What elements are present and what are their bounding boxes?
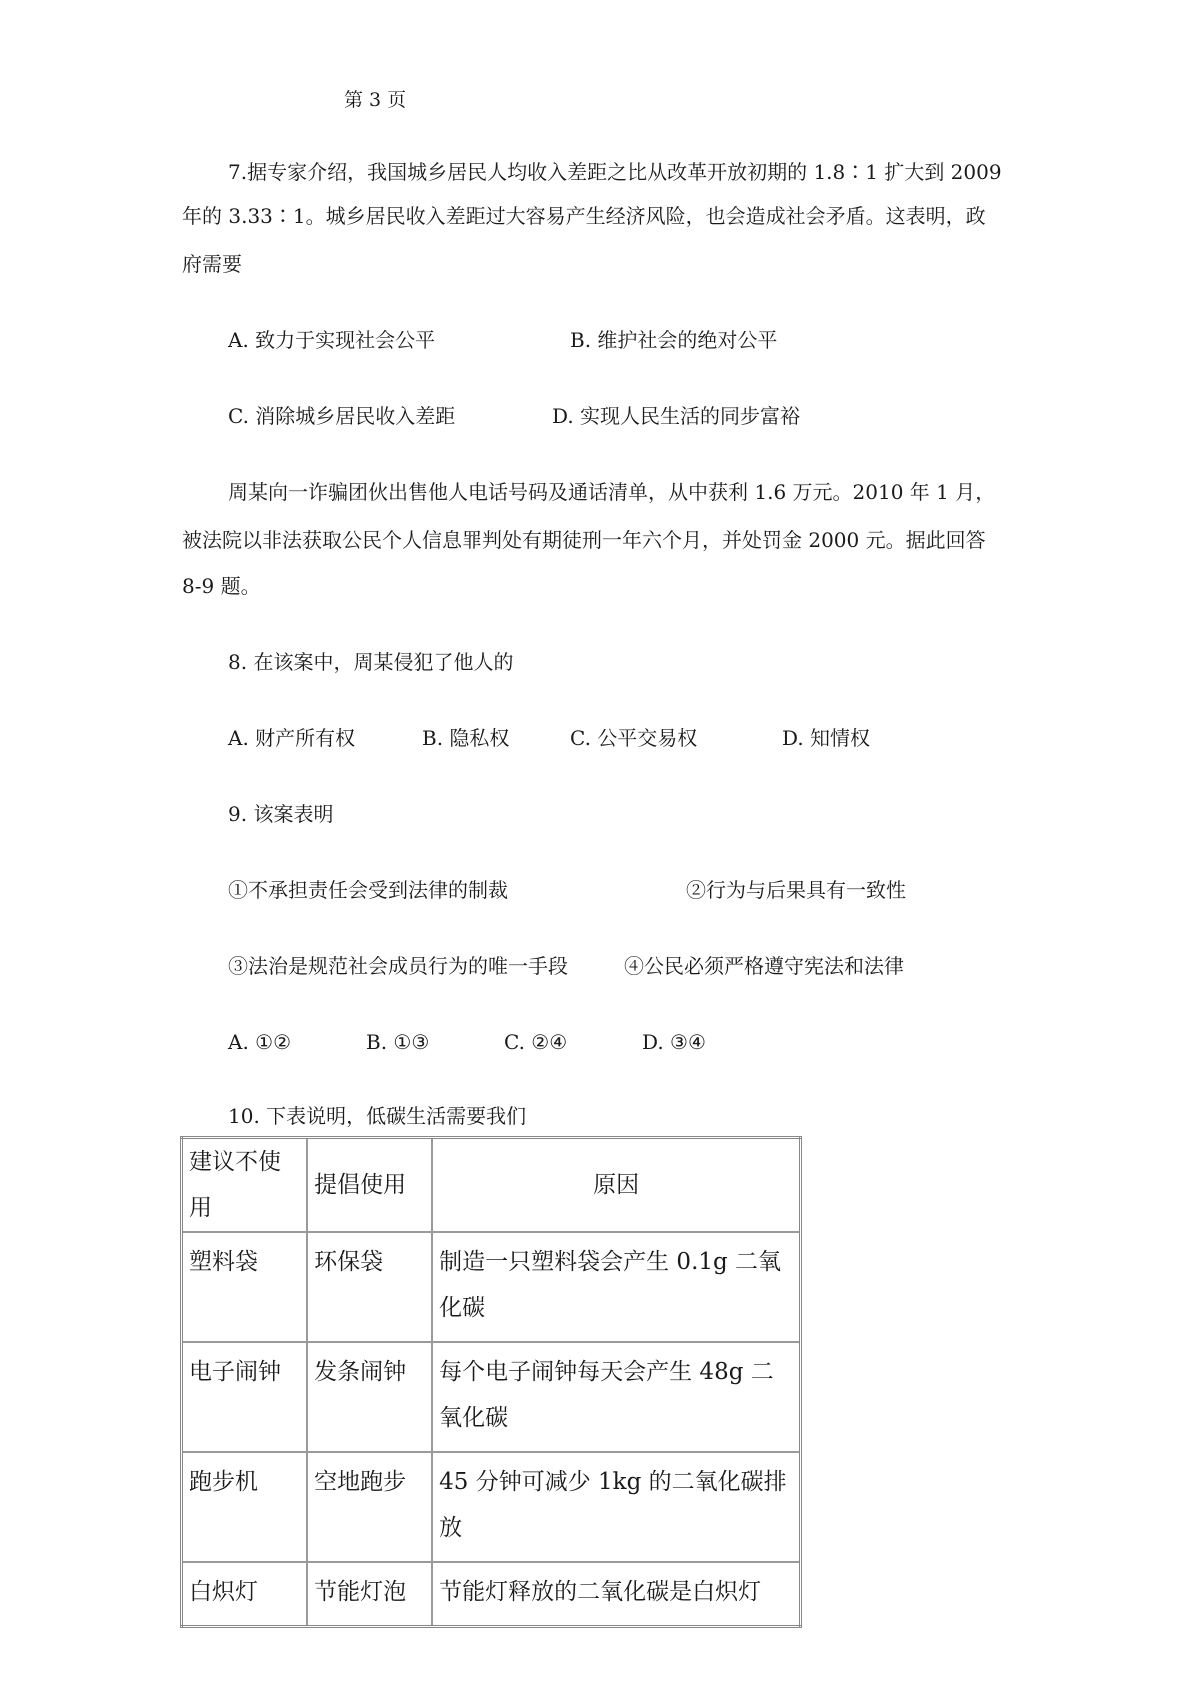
table-header-cell: 提倡使用 bbox=[307, 1138, 432, 1233]
table-header-cell: 原因 bbox=[432, 1138, 800, 1233]
table-row bbox=[182, 1232, 801, 1342]
q7-option-c: C. 消除城乡居民收入差距 bbox=[228, 404, 456, 428]
q8-stem: 8. 在该案中，周某侵犯了他人的 bbox=[228, 650, 514, 674]
table-cell: 白炽灯 bbox=[182, 1562, 308, 1627]
q9-option-c: C. ②④ bbox=[504, 1030, 568, 1054]
q9-item-4: ④公民必须严格遵守宪法和法律 bbox=[624, 954, 904, 978]
q9-option-a: A. ①② bbox=[228, 1030, 292, 1054]
q7-option-b: B. 维护社会的绝对公平 bbox=[570, 328, 778, 352]
passage-line1: 周某向一诈骗团伙出售他人电话号码及通话清单，从中获利 1.6 万元。2010 年 1 月， bbox=[228, 480, 996, 504]
table-row bbox=[182, 1562, 801, 1627]
table-cell: 空地跑步 bbox=[307, 1452, 432, 1562]
q10-stem: 10. 下表说明，低碳生活需要我们 bbox=[228, 1104, 527, 1128]
table-cell: 发条闹钟 bbox=[307, 1342, 432, 1452]
q7-stem-line2: 年的 3.33∶1。城乡居民收入差距过大容易产生经济风险，也会造成社会矛盾。这表明，政 bbox=[182, 204, 986, 228]
table-cell: 节能灯释放的二氧化碳是白炽灯 bbox=[432, 1562, 800, 1627]
table-cell: 每个电子闹钟每天会产生 48g 二氧化碳 bbox=[432, 1342, 800, 1452]
table-cell: 电子闹钟 bbox=[182, 1342, 308, 1452]
q8-option-c: C. 公平交易权 bbox=[570, 726, 698, 750]
table-header-cell: 建议不使用 bbox=[182, 1138, 308, 1233]
q7-stem-line1: 7.据专家介绍，我国城乡居民人均收入差距之比从改革开放初期的 1.8∶1 扩大到 2009 bbox=[228, 160, 1002, 184]
q7-option-d: D. 实现人民生活的同步富裕 bbox=[552, 404, 801, 428]
passage-line3: 8-9 题。 bbox=[182, 574, 261, 598]
table-cell: 环保袋 bbox=[307, 1232, 432, 1342]
q9-item-1: ①不承担责任会受到法律的制裁 bbox=[228, 878, 508, 902]
passage-line2: 被法院以非法获取公民个人信息罪判处有期徒刑一年六个月，并处罚金 2000 元。据此回答 bbox=[182, 528, 986, 552]
table-row bbox=[182, 1342, 801, 1452]
table-cell: 塑料袋 bbox=[182, 1232, 308, 1342]
q8-option-d: D. 知情权 bbox=[782, 726, 871, 750]
q9-option-d: D. ③④ bbox=[642, 1030, 706, 1054]
q7-option-a: A. 致力于实现社会公平 bbox=[228, 328, 436, 352]
q9-stem: 9. 该案表明 bbox=[228, 802, 334, 826]
table-header-row bbox=[182, 1138, 801, 1233]
table-cell: 跑步机 bbox=[182, 1452, 308, 1562]
q9-item-3: ③法治是规范社会成员行为的唯一手段 bbox=[228, 954, 568, 978]
low-carbon-table bbox=[180, 1136, 802, 1628]
table-cell: 45 分钟可减少 1kg 的二氧化碳排放 bbox=[432, 1452, 800, 1562]
q7-stem-line3: 府需要 bbox=[182, 252, 242, 276]
table-row bbox=[182, 1452, 801, 1562]
q9-option-b: B. ①③ bbox=[366, 1030, 430, 1054]
q8-option-b: B. 隐私权 bbox=[422, 726, 510, 750]
table-cell: 制造一只塑料袋会产生 0.1g 二氧化碳 bbox=[432, 1232, 800, 1342]
page-number: 第 3 页 bbox=[344, 89, 407, 111]
q8-option-a: A. 财产所有权 bbox=[228, 726, 356, 750]
table-cell: 节能灯泡 bbox=[307, 1562, 432, 1627]
q9-item-2: ②行为与后果具有一致性 bbox=[686, 878, 906, 902]
